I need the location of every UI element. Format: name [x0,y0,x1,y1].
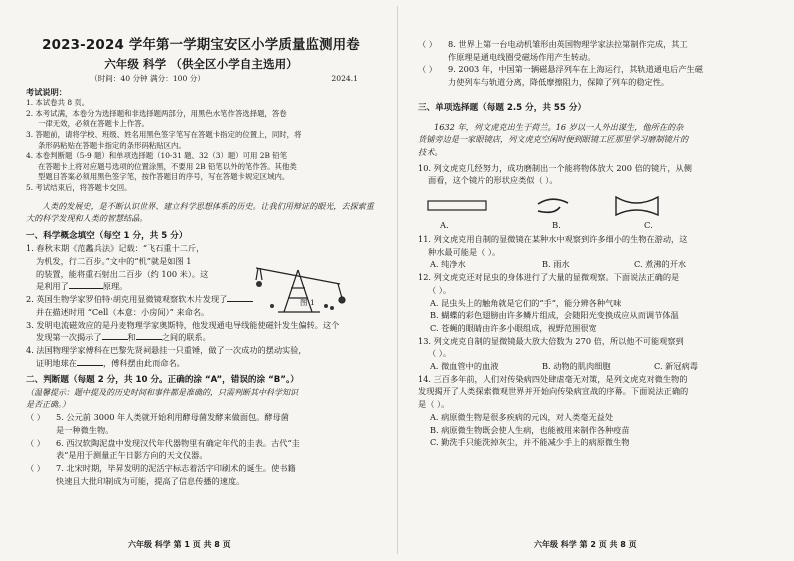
exam-meta [26,74,376,84]
judge-item-8 [418,38,770,63]
page-right [418,0,770,561]
option-a[interactable]: A. [440,220,449,231]
question-13 [418,335,770,373]
question-line: 7. 北宋时期，毕昇发明的泥活字标志着活字印刷术的诞生。使书籍 [56,462,296,473]
answer-blank[interactable] [136,332,162,340]
exam-date: 2024.1 [331,73,358,83]
lens-shape-a [428,201,486,210]
question-line: 9. 2003 年，中国第一辆磁悬浮列车在上海运行，其轨道通电后产生磁 [448,64,703,75]
question-line: （ ）。 [428,348,452,359]
notice-line: 3. 答题前，请将学校、班级、姓名用黑色签字笔写在答题卡指定的位置上，同时，将 [26,130,302,139]
option-c[interactable]: C. 煮沸的开水 [634,259,687,270]
judge-item-9 [418,63,770,88]
answer-blank[interactable] [102,332,128,340]
notice-line: 4. 本卷判断题（5-9 题）和单项选择题（10-31 题、32（3）题）可用 2B 铅笔 [26,151,288,161]
section1-heading: 一、科学概念填空（每空 1 分，共 5 分） [26,230,188,241]
footer-right: 六年级 科学 第 2 页 共 8 页 [534,540,637,550]
question-line: 发现揭开了人类探索微观世界并开始向传染病宣战的序幕。下面说法正确的 [418,386,689,397]
question-10 [418,162,770,233]
question-13-options [418,360,770,373]
question-line: 并在描述时用 “Cell（本意：小房间）” 来命名。 [36,306,210,317]
judge-item-5 [26,411,376,436]
option-c[interactable]: C. 苍蝇的眼睛由许多小眼组成，视野范围很宽 [430,322,597,333]
question-line: ，傅科摆由此而命名。 [102,357,185,368]
figure-1-label: 图 1 [300,298,315,307]
question-line: 14. 三百多年前，人们对传染病四处肆虐毫无对策，是列文虎克对微生物的 [418,373,688,384]
answer-blank[interactable] [77,358,103,366]
option-b[interactable]: B. 动物的肌肉细胞 [542,361,611,372]
answer-paren[interactable]: （ ） [26,437,45,448]
question-line: 1. 春秋末期《范蠡兵法》记载：“飞石重十二斤， [26,243,205,254]
question-line: 5. 公元前 3000 年人类就开始利用酵母菌发酵来做面包。酵母菌 [56,412,289,423]
notice-line: 1. 本试卷共 8 页。 [26,98,90,108]
story-line: 货铺旁边是一家眼镜店，列文虎克空闲时便到眼镜工匠那里学习磨制镜片的 [418,134,689,145]
exam-title: 2023-2024 学年第一学期宝安区小学质量监测用卷 [42,38,360,53]
option-c[interactable]: C. 勤洗手只能洗掉灰尘，并不能减少手上的病原微生物 [430,437,630,448]
question-line: 4. 法国物理学家傅科在巴黎先贤祠悬挂一只重锤，做了一次成功的摆动实验， [26,345,307,355]
notice-line: 型题目答案必须用黑色签字笔，按作答题目的序号，写在答题卡规定区域内。 [38,172,290,182]
story-line: 1632 年，列文虎克出生于荷兰。16 岁以一人外出谋生，他所在的杂 [434,121,684,132]
question-3 [26,319,376,344]
question-line: 8. 世界上第一台电动机雏形由英国物理学家法拉第制作完成，其工 [448,39,688,49]
question-line: 之间的联系。 [161,332,211,343]
question-4 [26,344,376,369]
notice-heading: 考试说明： [26,87,67,98]
question-line: 6. 西汉软陶泥盘中发现汉代年代器物里有确定年代的圭表。古代“圭 [56,437,300,448]
question-line: （ ）。 [428,284,452,295]
option-a[interactable]: A. 病原微生物是很多疾病的元凶，对人类毫无益处 [430,411,614,422]
option-a[interactable]: A. 昆虫头上的触角就是它们的“手”，能分辨各种气味 [430,297,622,308]
lens-option-labels [440,219,653,232]
section2-note [26,387,376,411]
question-line: 表”是用于测量正午日影方向的天文仪器。 [56,450,208,461]
answer-blank[interactable] [69,281,103,289]
note-line: （温馨提示：题中提及的历史时间和事件都是准确的，只需判断其中科学知识 [26,388,298,398]
option-b[interactable]: B. 病原微生物既会使人生病，也能被用来制作各种疫苗 [430,424,630,435]
question-line: 10. 列文虎克几经努力，成功磨制出一个能将物体放大 200 倍的镜片，从侧 [418,162,692,173]
judge-item-7 [26,462,376,487]
intro-paragraph: 人类的发展史，是不断认识世界、建立科学思想体系的历史。让我们用辩证的眼光，去探索重大的科学发现和人类的智慧结晶。 [26,201,374,224]
answer-paren[interactable]: （ ） [26,462,45,473]
answer-blank[interactable] [227,294,253,302]
question-line: 12. 列文虎克还对昆虫的身体进行了大量的显微观察。下面说法正确的是 [418,272,680,283]
page-divider [397,6,398,554]
section3-heading: 三、单项选择题（每题 2.5 分，共 55 分） [418,102,587,113]
lens-shape-c [616,197,658,215]
notice-line: 5. 考试结束后，将答题卡交回。 [26,182,132,192]
question-line: 作原理是通电线圈受磁场作用产生转动。 [448,51,596,62]
answer-paren[interactable]: （ ） [418,64,437,75]
notice-line: 条形码粘贴在答题卡指定的条形码粘贴区内。 [38,140,186,150]
answer-paren[interactable]: （ ） [418,39,437,49]
option-c[interactable]: C. [644,220,653,231]
notice-line: 在答题卡上将对应题号选项的位置涂黑，不要用 2B 铅笔以外的笔作答。其他类 [38,161,297,171]
time-score: （时间：40 分钟 满分：100 分） [90,73,205,83]
question-line: 13. 列文虎克自制的显微镜最大放大倍数为 270 倍，所以他不可能观察到 [418,335,684,346]
option-b[interactable]: B. 雨水 [542,259,570,270]
option-b[interactable]: B. [552,220,561,231]
lens-shape-drawings [418,193,770,219]
note-line: 是否正确。） [26,400,70,410]
question-line: 11. 列文虎克用自制的显微镜在某种水中观察到许多细小的生物在游动，这 [418,234,688,245]
question-line: 快速且大批印制成为可能，提高了信息传播的速度。 [56,475,245,486]
option-c[interactable]: C. 新冠病毒 [654,361,698,372]
question-line: 证明地球在 [36,357,77,368]
question-line: 种水最可能是（ ）。 [428,246,501,257]
lens-shape-b-bottom [538,207,560,212]
lens-shape-b-top [538,199,568,204]
judge-list-continued [418,38,770,89]
notice-line: 2. 本考试满，本卷分为选择题和非选择题两部分，用黑色水笔作答选择题，答卷 [26,108,287,118]
judge-list [26,411,376,487]
question-line: 的装置，能将重石射出二百步（约 100 米）。这 [36,268,209,279]
exam-subtitle: 六年级 科学 （供全区小学自主选用） [104,57,298,72]
judge-item-6 [26,437,376,462]
question-line: 和 [127,332,136,343]
option-a[interactable]: A. 纯净水 [430,259,466,270]
question-14 [418,373,770,449]
question-line: 面看，这个镜片的形状应类似（ ）。 [428,175,558,186]
option-a[interactable]: A. 微血管中的血液 [430,361,499,372]
question-line: 为机发，行二百步。”文中的“机”就是如图 1 [36,256,192,267]
question-11 [418,233,770,271]
option-b[interactable]: B. 蝴蝶的彩色翅膀由许多鳞片组成，会随阳光变换成应从而调节体温 [430,310,679,321]
question-line: 原理。 [102,281,128,292]
notice-line: 一律无效，必须在答题卡上作答。 [38,119,149,129]
story-line: 技术。 [418,146,443,157]
question-line: 发现第一次揭示了 [36,332,102,343]
question-line: 是一种微生物。 [56,424,114,435]
story-paragraph [418,121,770,159]
answer-paren[interactable]: （ ） [26,412,45,423]
question-11-options [418,258,770,271]
question-line: 力使列车与轨道分离，降低摩擦阻力，保障了列车的稳定性。 [448,77,670,88]
section2-heading: 二、判断题（每题 2 分，共 10 分。正确的涂 “A”，错误的涂 “B”。） [26,375,299,386]
question-line: 3. 发明电流磁效应的是丹麦物理学家奥斯特，他发现通电导线能使磁针发生偏转。这个 [26,319,340,330]
exam-notice [26,87,376,193]
question-line: 2. 英国生物学家罗伯特·胡克用显微镜观察软木片发现了 [26,294,228,305]
lens-shapes [418,191,770,233]
question-line: 是利用了 [36,281,69,292]
question-12 [418,271,770,335]
footer-left: 六年级 科学 第 1 页 共 8 页 [128,540,231,550]
question-line: 是（ ）。 [418,399,450,410]
